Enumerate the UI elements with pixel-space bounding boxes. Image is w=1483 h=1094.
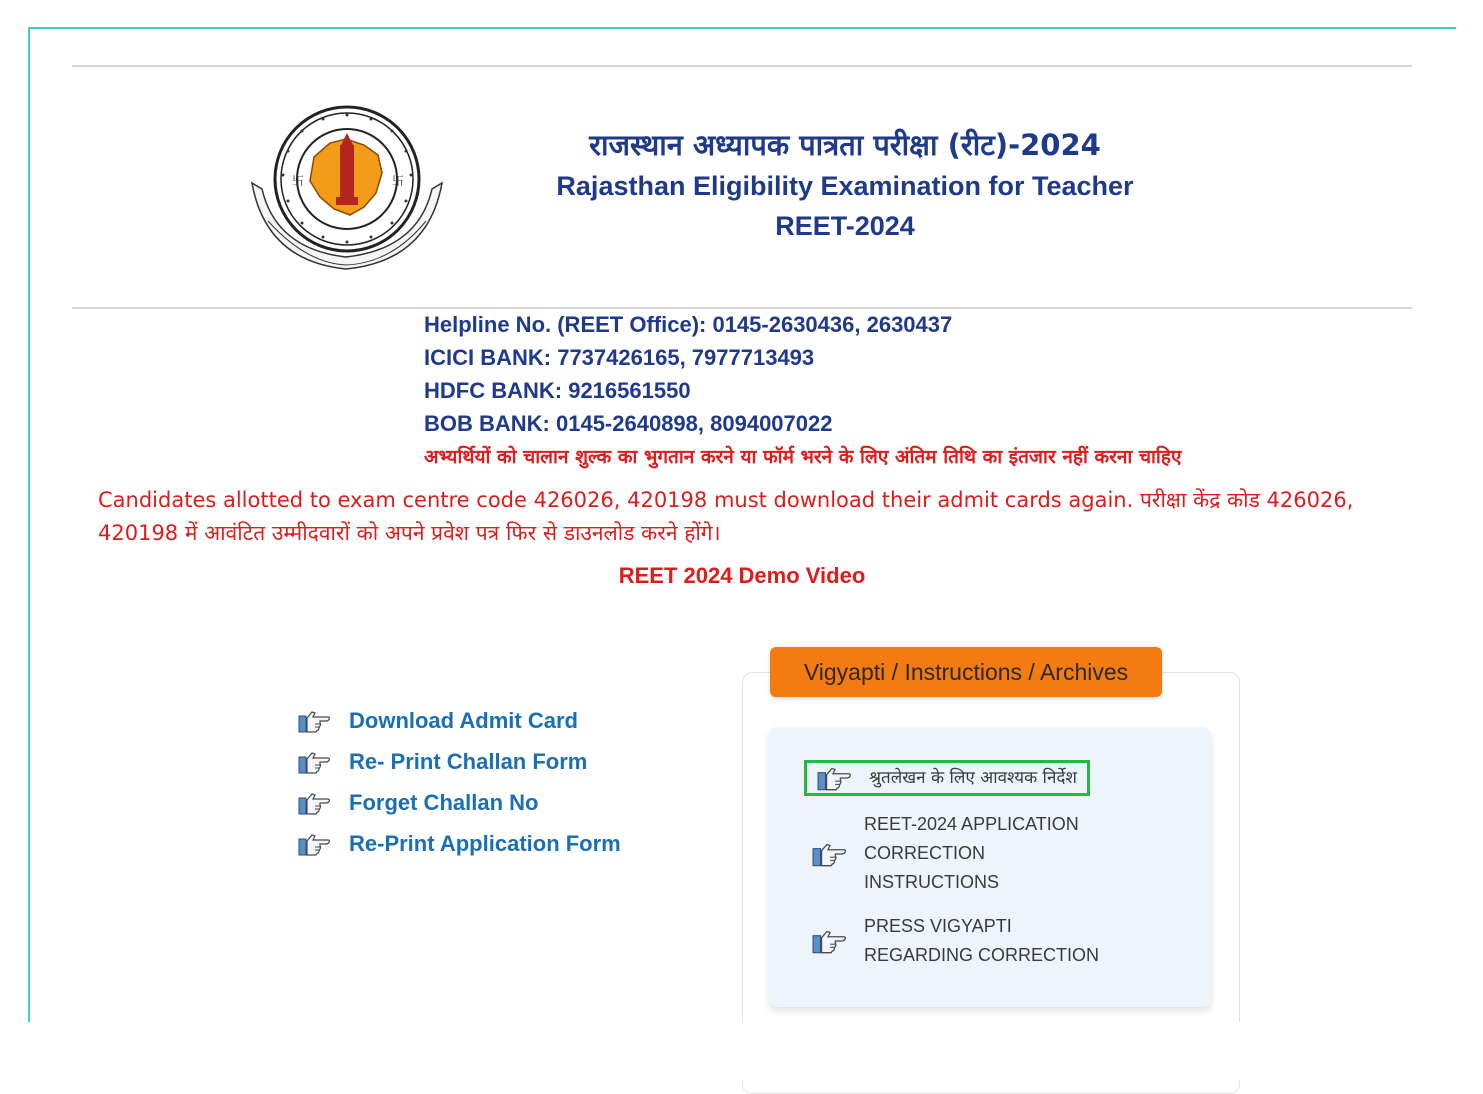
forget-challan-no-link[interactable] bbox=[298, 782, 658, 823]
pointing-hand-icon bbox=[812, 927, 846, 955]
archive-item-label: PRESS VIGYAPTI REGARDING CORRECTION bbox=[864, 916, 1100, 965]
helpline-hdfc: HDFC BANK: 9216561550 bbox=[424, 378, 691, 403]
page-title-hindi: राजस्थान अध्यापक पात्रता परीक्षा (रीट)-2024 bbox=[589, 128, 1101, 162]
page-frame-top bbox=[28, 27, 1456, 29]
archive-item-label: REET-2024 APPLICATION CORRECTION INSTRUCTIONS bbox=[864, 814, 1079, 892]
helpline-icici: ICICI BANK: 7737426165, 7977713493 bbox=[424, 345, 815, 370]
pointing-hand-icon bbox=[298, 790, 330, 816]
page-frame-left bbox=[28, 27, 30, 1053]
reprint-challan-form-link[interactable] bbox=[298, 741, 658, 782]
board-seal-logo bbox=[246, 93, 448, 279]
quick-link-label: Forget Challan No bbox=[349, 789, 539, 815]
admit-card-notice: Candidates allotted to exam centre code 426026, 420198 must download their admit cards again. परीक्षा केंद्र कोड 426026, 420198 में आवंटित उम्मीदवारों को अपने प्रवेश पत्र फिर से डाउनलोड करने होंगे। bbox=[98, 488, 1354, 545]
svg-text:卐: 卐 bbox=[392, 174, 405, 188]
demo-video-link[interactable]: REET 2024 Demo Video bbox=[618, 563, 866, 588]
pointing-hand-icon bbox=[817, 764, 851, 792]
archive-item-label: श्रुतलेखन के लिए आवश्यक निर्देश bbox=[869, 767, 1077, 788]
pointing-hand-icon bbox=[812, 840, 846, 868]
dictation-instructions-link[interactable] bbox=[804, 760, 1090, 796]
pointing-hand-icon bbox=[298, 708, 330, 734]
application-correction-instructions-link[interactable] bbox=[812, 810, 1104, 897]
helpline-reet-office: Helpline No. (REET Office): 0145-2630436, 2630437 bbox=[424, 312, 953, 337]
quick-link-label: Download Admit Card bbox=[349, 707, 578, 733]
quick-link-label: Re- Print Challan Form bbox=[349, 748, 588, 774]
page-title-code: REET-2024 bbox=[775, 211, 915, 241]
reprint-application-form-link[interactable] bbox=[298, 823, 658, 864]
helpline-bob: BOB BANK: 0145-2640898, 8094007022 bbox=[424, 411, 833, 436]
page-title-english: Rajasthan Eligibility Examination for Teacher bbox=[556, 171, 1134, 201]
press-vigyapti-correction-link[interactable] bbox=[812, 912, 1104, 970]
pointing-hand-icon bbox=[298, 749, 330, 775]
header-divider-top bbox=[72, 65, 1412, 67]
quick-link-label: Re-Print Application Form bbox=[349, 830, 621, 856]
download-admit-card-link[interactable] bbox=[298, 700, 658, 741]
pointing-hand-icon bbox=[298, 831, 330, 857]
header-divider-bottom bbox=[72, 307, 1412, 309]
fee-deadline-warning: अभ्यर्थियों को चालान शुल्क का भुगतान करने या फॉर्म भरने के लिए अंतिम तिथि का इंतजार नहीं करना चाहिए bbox=[424, 446, 1182, 468]
svg-text:卐: 卐 bbox=[292, 174, 305, 188]
page-bottom-mask bbox=[0, 1022, 1483, 1080]
quick-links-list bbox=[298, 700, 658, 864]
archives-panel-header[interactable]: Vigyapti / Instructions / Archives bbox=[770, 647, 1162, 697]
